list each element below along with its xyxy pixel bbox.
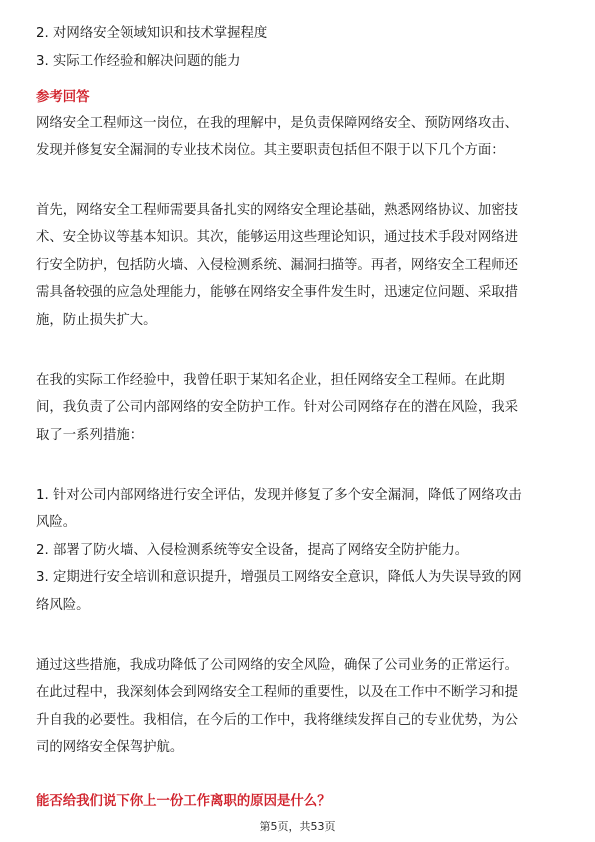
page-number-footer: 第5页，共53页 [259, 820, 336, 833]
paragraph-line: 术、安全协议等基本知识。其次，能够运用这些理论知识，通过技术手段对网络进 [36, 230, 519, 245]
paragraph-line: 施，防止损失扩大。 [36, 313, 157, 328]
paragraph-line: 取了一系列措施： [36, 428, 144, 443]
paragraph-line: 司的网络安全保驾护航。 [36, 740, 184, 755]
list-item: 3. 实际工作经验和解决问题的能力 [36, 54, 241, 69]
paragraph-line: 在我的实际工作经验中，我曾任职于某知名企业，担任网络安全工程师。在此期 [36, 373, 505, 388]
paragraph-line: 通过这些措施，我成功降低了公司网络的安全风险，确保了公司业务的正常运行。 [36, 658, 519, 673]
paragraph-line: 间，我负责了公司内部网络的安全防护工作。针对公司网络存在的潜在风险，我采 [36, 400, 519, 415]
list-item: 风险。 [36, 515, 77, 530]
next-question-heading: 能否给我们说下你上一份工作离职的原因是什么？ [36, 794, 331, 809]
paragraph-line: 发现并修复安全漏洞的专业技术岗位。其主要职责包括但不限于以下几个方面： [36, 143, 505, 158]
paragraph-line: 行安全防护，包括防火墙、入侵检测系统、漏洞扫描等。再者，网络安全工程师还 [36, 258, 519, 273]
paragraph-line: 首先，网络安全工程师需要具备扎实的网络安全理论基础，熟悉网络协议、加密技 [36, 203, 519, 218]
paragraph-line: 升自我的必要性。我相信，在今后的工作中，我将继续发挥自己的专业优势，为公 [36, 713, 519, 728]
paragraph-line: 在此过程中，我深刻体会到网络安全工程师的重要性，以及在工作中不断学习和提 [36, 685, 519, 700]
paragraph-line: 需具备较强的应急处理能力，能够在网络安全事件发生时，迅速定位问题、采取措 [36, 285, 519, 300]
list-item: 2. 部署了防火墙、入侵检测系统等安全设备，提高了网络安全防护能力。 [36, 543, 469, 558]
answer-heading: 参考回答 [36, 90, 90, 105]
paragraph-line: 网络安全工程师这一岗位，在我的理解中，是负责保障网络安全、预防网络攻击、 [36, 116, 519, 131]
list-item: 络风险。 [36, 598, 90, 613]
list-item: 3. 定期进行安全培训和意识提升，增强员工网络安全意识，降低人为失误导致的网 [36, 570, 522, 585]
list-item: 1. 针对公司内部网络进行安全评估，发现并修复了多个安全漏洞，降低了网络攻击 [36, 488, 522, 503]
list-item: 2. 对网络安全领域知识和技术掌握程度 [36, 26, 268, 41]
